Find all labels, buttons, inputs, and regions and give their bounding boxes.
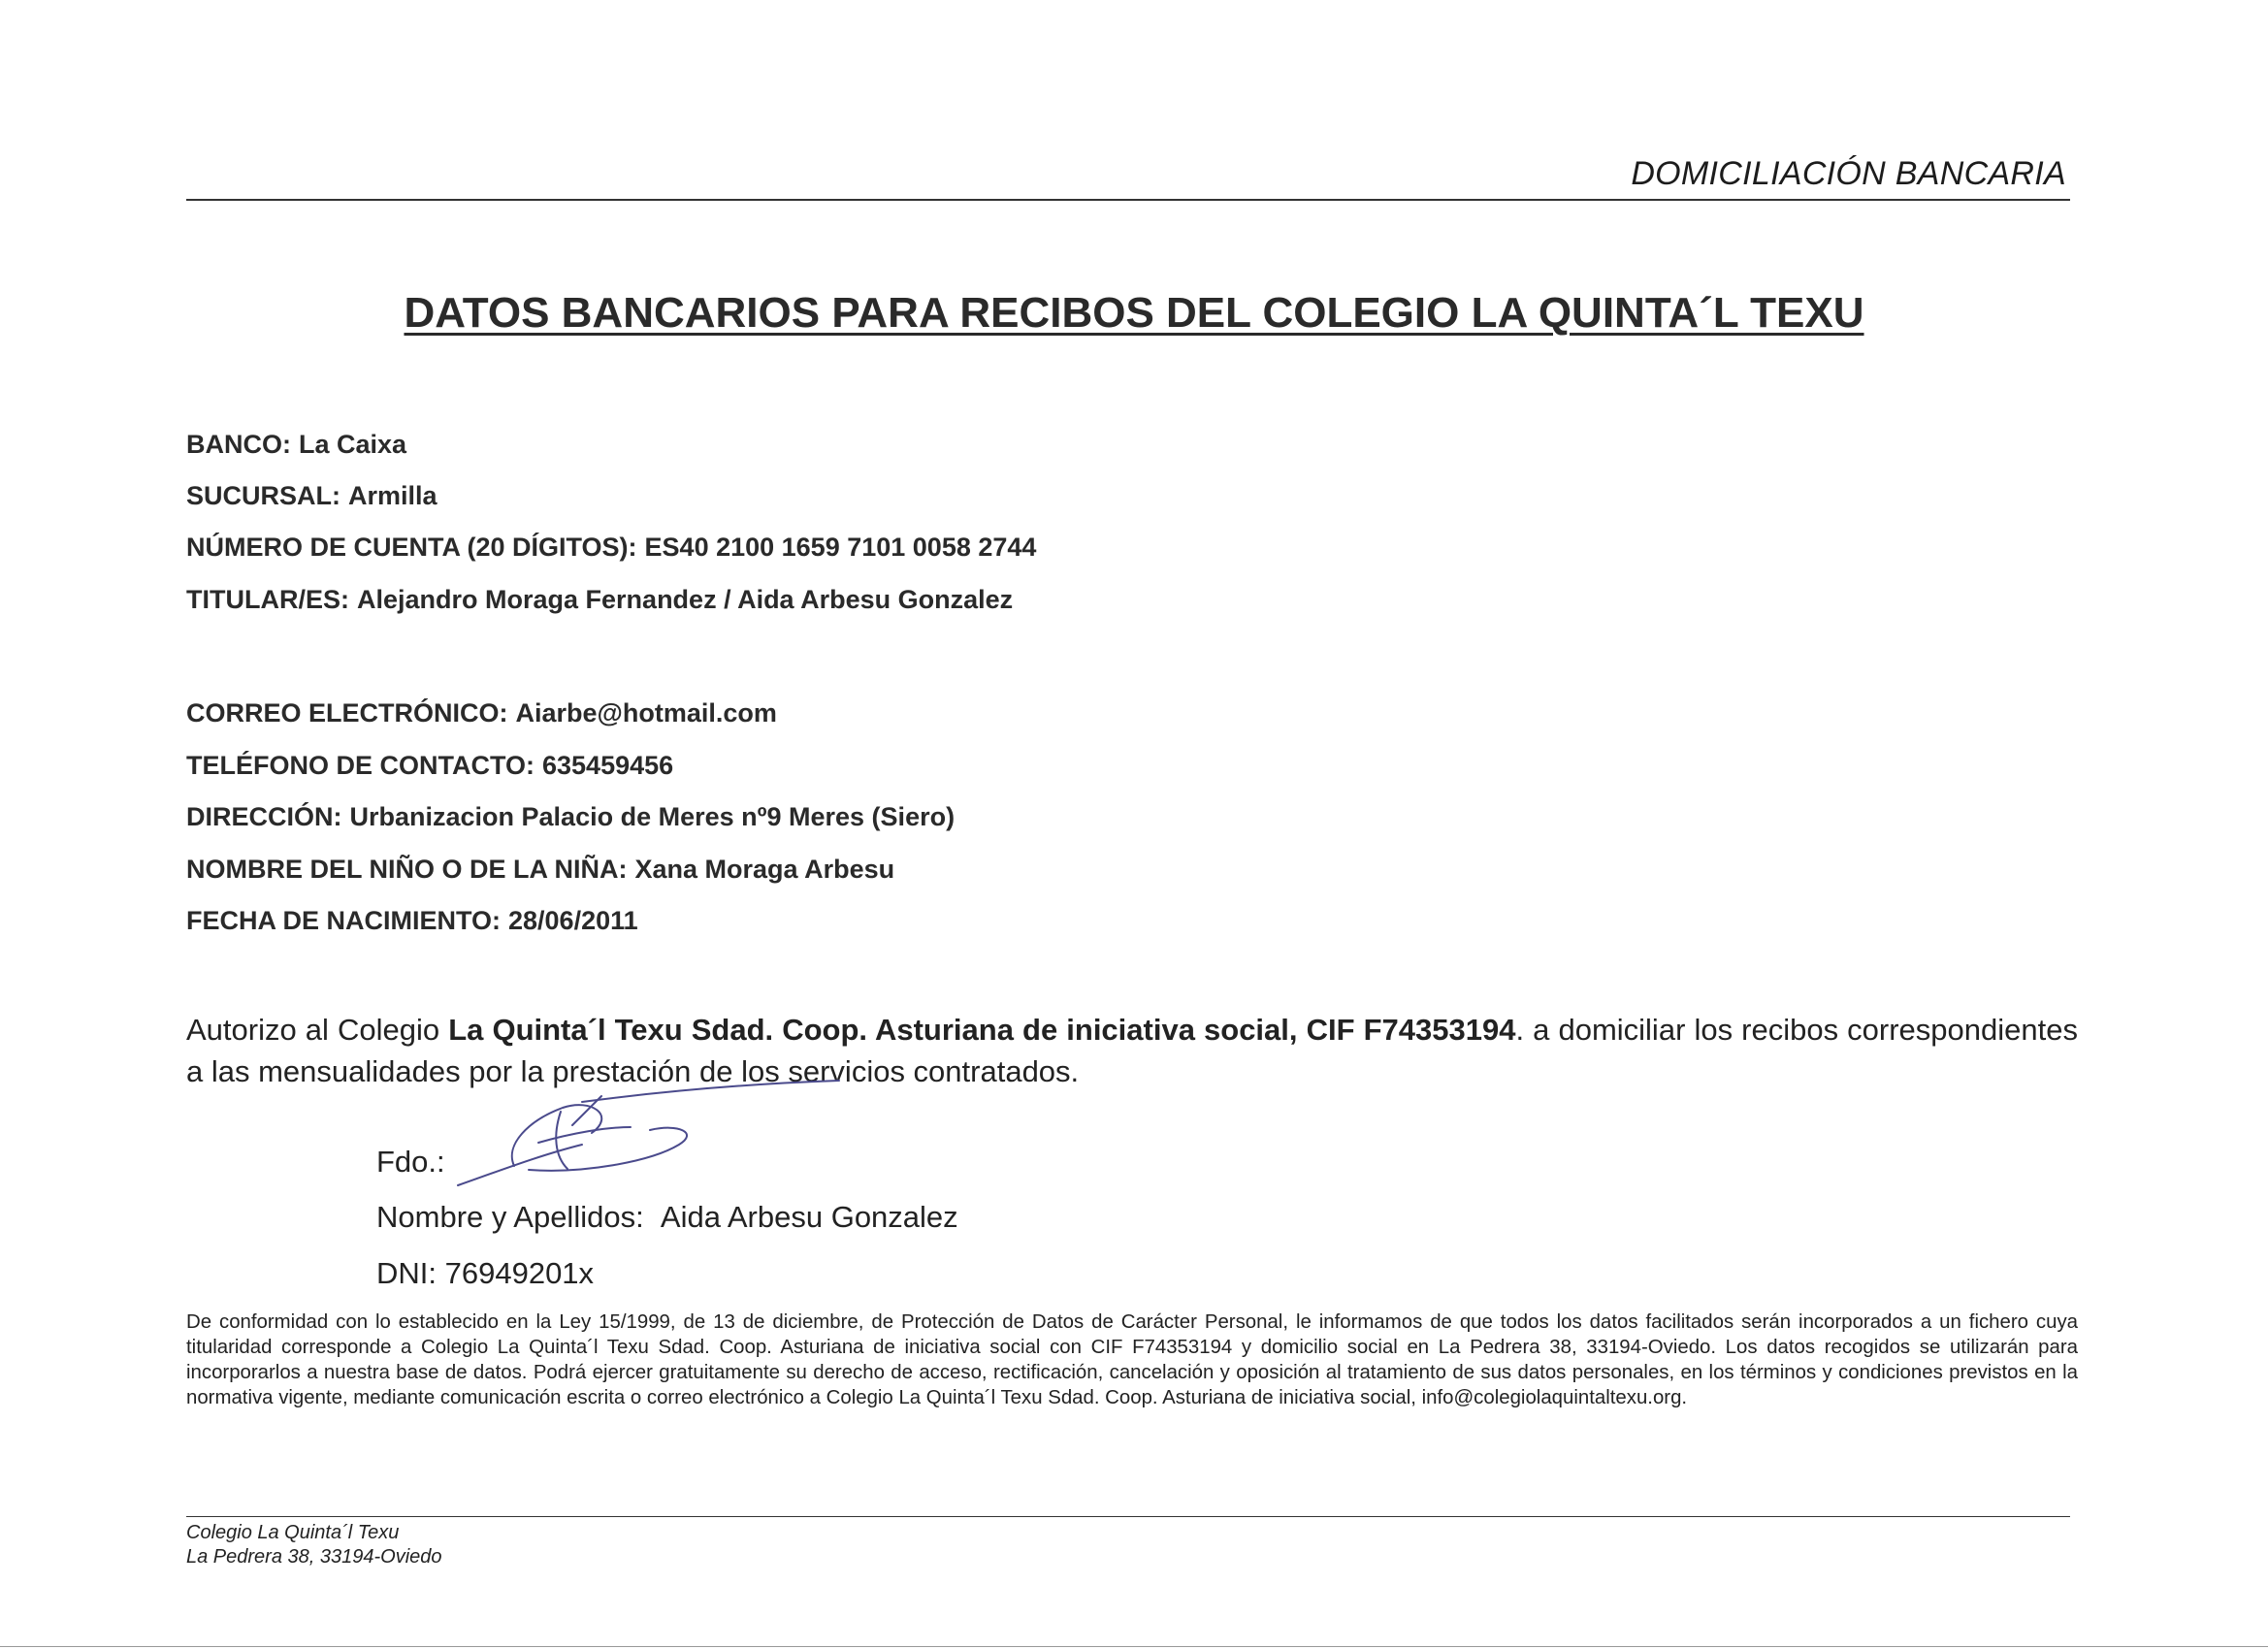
dni-label: DNI: <box>376 1256 437 1290</box>
handwritten-signature <box>446 1077 854 1198</box>
authorization-suffix: . a domiciliar los recibos correspondientes a las mensualidades por la prestación de los servicios contratados. <box>186 1013 2078 1088</box>
header-rule <box>186 199 2070 201</box>
authorization-entity: La Quinta´l Texu Sdad. Coop. Asturiana de iniciativa social, CIF F74353194 <box>448 1013 1516 1047</box>
field-value: ES40 2100 1659 7101 0058 2744 <box>644 533 1037 562</box>
field-label: NOMBRE DEL NIÑO O DE LA NIÑA: <box>186 855 628 884</box>
field-direccion <box>186 802 955 832</box>
field-value: Xana Moraga Arbesu <box>634 855 895 884</box>
footer-address: La Pedrera 38, 33194-Oviedo <box>186 1546 442 1568</box>
field-label: FECHA DE NACIMIENTO: <box>186 906 501 935</box>
field-value: La Caixa <box>299 430 407 459</box>
field-value: Armilla <box>348 481 437 510</box>
field-value: Alejandro Moraga Fernandez / Aida Arbesu Gonzalez <box>357 585 1014 614</box>
header-label: DOMICILIACIÓN BANCARIA <box>1631 155 2066 192</box>
fdo-label: Fdo.: <box>376 1145 445 1179</box>
field-value: Urbanizacion Palacio de Meres nº9 Meres (Siero) <box>349 802 956 831</box>
field-sucursal <box>186 481 437 511</box>
name-line <box>376 1200 958 1235</box>
footer-rule <box>186 1516 2070 1517</box>
field-correo <box>186 698 777 728</box>
field-value: 635459456 <box>542 751 674 780</box>
field-value: 28/06/2011 <box>508 906 638 935</box>
field-telefono <box>186 751 673 781</box>
legal-notice: De conformidad con lo establecido en la Ley 15/1999, de 13 de diciembre, de Protección de Datos de Carácter Personal, le informamos de que todos los datos facilitados serán incorporados a un fichero cuya titularidad corresponde a Colegio La Quinta´l Texu Sdad. Coop. Asturiana de iniciativa social con CIF F74353194 y domicilio social en La Pedrera 38, 33194-Oviedo. Los datos recogidos se utilizarán para incorporarlos a nuestra base de datos. Podrá ejercer gratuitamente su derecho de acceso, rectificación, cancelación y oposición al tratamiento de sus datos personales, en los términos y condiciones previstos en la normativa vigente, mediante comunicación escrita o correo electrónico a Colegio La Quinta´l Texu Sdad. Coop. Asturiana de iniciativa social, info@colegiolaquintaltexu.org. <box>186 1311 2078 1408</box>
field-label: TITULAR/ES: <box>186 585 349 614</box>
field-label: TELÉFONO DE CONTACTO: <box>186 751 535 780</box>
authorization-prefix: Autorizo al Colegio <box>186 1013 449 1047</box>
scan-edge <box>0 1646 2268 1647</box>
field-label: DIRECCIÓN: <box>186 802 342 831</box>
dni-line <box>376 1256 594 1291</box>
field-banco <box>186 430 406 460</box>
document-title: DATOS BANCARIOS PARA RECIBOS DEL COLEGIO LA QUINTA´L TEXU <box>404 289 1864 337</box>
field-nombre-nino <box>186 855 894 885</box>
field-label: NÚMERO DE CUENTA (20 DÍGITOS): <box>186 533 637 562</box>
field-value: Aiarbe@hotmail.com <box>515 698 777 728</box>
footer-school-name: Colegio La Quinta´l Texu <box>186 1522 400 1543</box>
field-fecha-nacimiento <box>186 906 638 936</box>
name-label: Nombre y Apellidos: <box>376 1200 644 1234</box>
name-value: Aida Arbesu Gonzalez <box>660 1200 958 1234</box>
field-titulares <box>186 585 1013 615</box>
dni-value: 76949201x <box>444 1256 595 1290</box>
field-numero-cuenta <box>186 533 1036 563</box>
field-label: SUCURSAL: <box>186 481 340 510</box>
field-label: BANCO: <box>186 430 291 459</box>
field-label: CORREO ELECTRÓNICO: <box>186 698 508 728</box>
